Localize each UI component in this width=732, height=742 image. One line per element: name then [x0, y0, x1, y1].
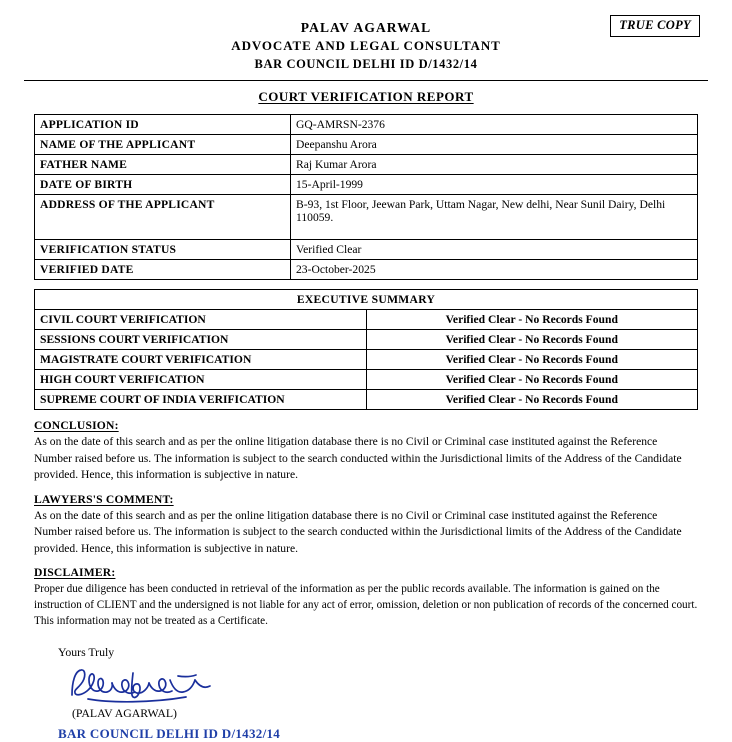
- table-row: [35, 350, 698, 370]
- lawyers-comment-section: [34, 493, 698, 558]
- summary-value: Verified Clear - No Records Found: [366, 310, 698, 330]
- advocate-name: PALAV AGARWAL: [300, 20, 432, 35]
- summary-value: Verified Clear - No Records Found: [366, 330, 698, 350]
- disclaimer-title: DISCLAIMER:: [34, 566, 116, 579]
- table-row: [35, 195, 698, 240]
- detail-label: FATHER NAME: [35, 155, 291, 175]
- table-row: [35, 370, 698, 390]
- conclusion-text: As on the date of this search and as per the online litigation database there is no Civil or Criminal case instituted against the Reference Number raised before us. The information is subject to the search conducted within the Jurisdictional limits of the Address of the Candidate provided. Hence, this information is subjective in nature.: [34, 435, 682, 481]
- table-row: [35, 175, 698, 195]
- page-title: COURT VERIFICATION REPORT: [258, 89, 474, 104]
- yours-truly-label: Yours Truly: [58, 645, 115, 659]
- table-row: [35, 135, 698, 155]
- footer-bar-council-id: BAR COUNCIL DELHI ID D/1432/14: [58, 726, 281, 741]
- detail-label: VERIFIED DATE: [35, 260, 291, 280]
- detail-value: Deepanshu Arora: [291, 135, 698, 155]
- table-row: [35, 240, 698, 260]
- detail-label: APPLICATION ID: [35, 115, 291, 135]
- table-row: [35, 260, 698, 280]
- applicant-details-table: [34, 114, 698, 280]
- summary-label: CIVIL COURT VERIFICATION: [35, 310, 367, 330]
- conclusion-section: [34, 419, 698, 484]
- summary-label: MAGISTRATE COURT VERIFICATION: [35, 350, 367, 370]
- table-row: [35, 155, 698, 175]
- detail-value: Verified Clear: [291, 240, 698, 260]
- lawyers-comment-title: LAWYERS'S COMMENT:: [34, 492, 174, 506]
- true-copy-stamp: TRUE COPY: [610, 15, 700, 37]
- summary-value: Verified Clear - No Records Found: [366, 370, 698, 390]
- summary-label: HIGH COURT VERIFICATION: [35, 370, 367, 390]
- lawyers-comment-text: As on the date of this search and as per the online litigation database there is no Civil or Criminal case instituted against the Reference Number raised before us. The information is subject to the search conducted within the Jurisdictional limits of the Address of the Candidate provided. Hence, this information is subjective in nature.: [34, 508, 682, 555]
- disclaimer-text: Proper due diligence has been conducted in retrieval of the information as per the public records available. The information is gained on the instruction of CLIENT and the undersigned is not liable for any act of error, omission, deletion or non publication of records of the concerned court. This information may not be treated as a Certificate.: [34, 583, 698, 627]
- table-header-row: [35, 290, 698, 310]
- header-divider: [24, 80, 708, 81]
- executive-summary-table: [34, 289, 698, 410]
- table-row: [35, 390, 698, 410]
- advocate-subtitle: ADVOCATE AND LEGAL CONSULTANT: [231, 38, 501, 53]
- detail-label: DATE OF BIRTH: [35, 175, 291, 195]
- summary-value: Verified Clear - No Records Found: [366, 390, 698, 410]
- detail-value: GQ-AMRSN-2376: [291, 115, 698, 135]
- summary-label: SESSIONS COURT VERIFICATION: [35, 330, 367, 350]
- table-row: [35, 310, 698, 330]
- detail-value: 15-April-1999: [291, 175, 698, 195]
- letterhead-bar-council-id: BAR COUNCIL DELHI ID D/1432/14: [254, 57, 478, 71]
- executive-summary-heading: EXECUTIVE SUMMARY: [35, 290, 698, 310]
- table-row: [35, 115, 698, 135]
- signatory-name: (PALAV AGARWAL): [72, 706, 177, 720]
- summary-value: Verified Clear - No Records Found: [366, 350, 698, 370]
- detail-value: Raj Kumar Arora: [291, 155, 698, 175]
- detail-label: VERIFICATION STATUS: [35, 240, 291, 260]
- detail-value: 23-October-2025: [291, 260, 698, 280]
- table-row: [35, 330, 698, 350]
- detail-value: B-93, 1st Floor, Jeewan Park, Uttam Nagar, New delhi, Near Sunil Dairy, Delhi 110059.: [291, 195, 698, 240]
- conclusion-title: CONCLUSION:: [34, 419, 119, 432]
- summary-label: SUPREME COURT OF INDIA VERIFICATION: [35, 390, 367, 410]
- signature-block: [34, 645, 698, 742]
- detail-label: ADDRESS OF THE APPLICANT: [35, 195, 291, 240]
- handwritten-signature-icon: [66, 662, 216, 704]
- disclaimer-section: [34, 566, 698, 629]
- detail-label: NAME OF THE APPLICANT: [35, 135, 291, 155]
